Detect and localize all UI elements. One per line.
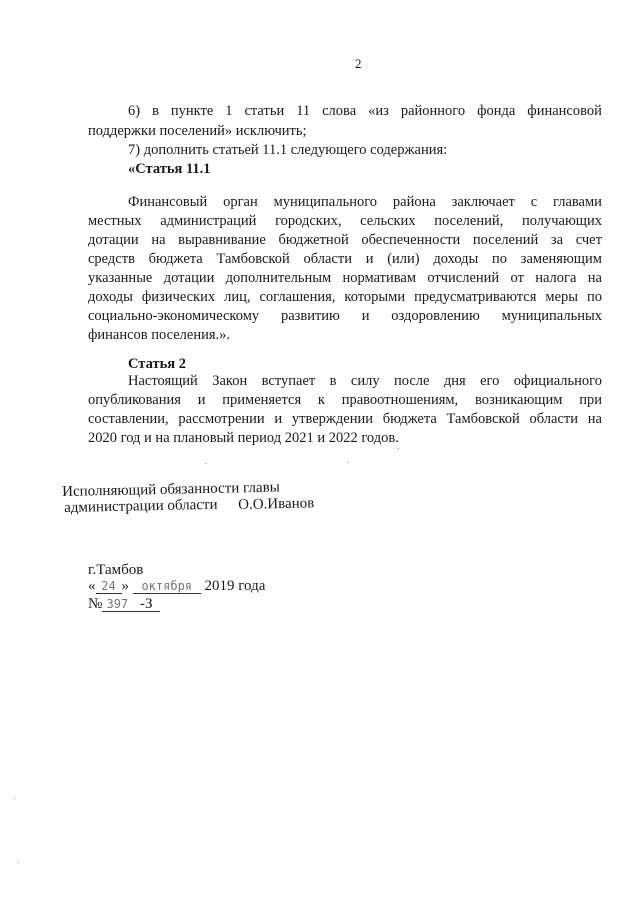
scan-speck xyxy=(18,862,19,863)
word: соглашения, xyxy=(259,289,336,305)
word: лиц, xyxy=(224,289,251,305)
article-11-1-body-line xyxy=(88,212,602,230)
word: бюджета xyxy=(382,411,437,427)
word: дотации xyxy=(88,232,139,248)
word: его xyxy=(480,373,500,389)
word: Финансовый xyxy=(128,194,208,210)
article-2-body-line xyxy=(88,410,602,428)
word: получающих xyxy=(521,213,602,229)
article-11-1-body-line xyxy=(88,250,602,268)
date-year: 2019 года xyxy=(204,578,266,594)
word: и xyxy=(274,411,283,427)
word: на xyxy=(587,411,602,427)
word: районного xyxy=(400,103,466,119)
date-open-quote: « xyxy=(88,578,96,594)
word: «из xyxy=(368,103,389,119)
word: физических xyxy=(141,289,216,305)
word: и xyxy=(365,251,374,267)
word: на xyxy=(151,232,166,248)
word: налога xyxy=(535,270,577,286)
word: области xyxy=(303,251,352,267)
article-11-1-body-line xyxy=(128,193,602,211)
scan-speck xyxy=(205,463,206,464)
word: обеспеченности xyxy=(361,232,461,248)
word: и xyxy=(361,308,370,324)
signing-date xyxy=(88,578,265,595)
word: в xyxy=(329,373,337,389)
word: 1 xyxy=(225,103,233,119)
word: от xyxy=(510,270,524,286)
word: в xyxy=(152,103,159,119)
word: и xyxy=(197,392,206,408)
word: (или) xyxy=(387,251,420,267)
article-2-heading: Статья 2 xyxy=(128,356,186,372)
article-11-1-body-line xyxy=(88,288,602,306)
word: предусматриваются xyxy=(414,289,537,305)
word: дополнительным xyxy=(225,270,332,286)
word: фонда xyxy=(477,103,516,119)
signatory-name: О.О.Иванов xyxy=(238,495,315,513)
article-11-1-body-line xyxy=(88,269,602,287)
article-11-1-body-line xyxy=(88,231,602,249)
word: оздоровлению xyxy=(391,308,480,324)
law-number xyxy=(88,596,160,613)
word: вступает xyxy=(261,373,316,389)
word: применяется xyxy=(222,392,302,408)
word: заключает xyxy=(451,194,515,210)
word: бюджета xyxy=(148,251,203,267)
article-2-body-line xyxy=(88,391,602,409)
word: пункте xyxy=(170,103,214,119)
word: указанные xyxy=(88,270,153,286)
word: муниципальных xyxy=(501,308,602,324)
word: области xyxy=(529,411,579,427)
word: по xyxy=(586,289,602,305)
word: средств xyxy=(88,251,135,267)
word: муниципального xyxy=(273,194,378,210)
word: официального xyxy=(513,373,602,389)
item-6-line-1 xyxy=(128,102,602,120)
word: при xyxy=(579,392,602,408)
date-day: 24 xyxy=(96,579,122,594)
word: с xyxy=(530,194,538,210)
number-value: 397 xyxy=(102,597,132,612)
number-suffix: -З xyxy=(132,597,160,612)
item-6-line-2: поддержки поселений» исключить; xyxy=(88,123,307,139)
word: городских, xyxy=(275,213,342,229)
word: нормативам xyxy=(342,270,417,286)
word: местных xyxy=(88,213,142,229)
word: дотации xyxy=(163,270,215,286)
word: администраций xyxy=(160,213,257,229)
word: поселений, xyxy=(434,213,504,229)
word: поселений xyxy=(472,232,539,248)
word: статьи xyxy=(244,103,285,119)
word: дня xyxy=(443,373,466,389)
word: меры xyxy=(545,289,578,305)
scan-speck xyxy=(14,798,15,799)
signature-line-1: Исполняющий обязанности главы xyxy=(62,479,280,500)
word: отчислений xyxy=(427,270,500,286)
place-of-signing: г.Тамбов xyxy=(88,562,144,578)
signature-line-2: администрации области xyxy=(64,496,218,516)
word: составлении, xyxy=(88,411,169,427)
word: Тамбовской xyxy=(446,411,520,427)
word: финансовой xyxy=(527,103,602,119)
word: заменяющим xyxy=(520,251,602,267)
word: орган xyxy=(223,194,258,210)
word: развитию xyxy=(280,308,340,324)
word: района xyxy=(392,194,436,210)
word: правоотношениям, xyxy=(341,392,459,408)
item-7-text: 7) дополнить статьей 11.1 следующего содержания: xyxy=(128,142,448,158)
word: на xyxy=(587,270,602,286)
word: доходы xyxy=(433,251,479,267)
date-month: октября xyxy=(133,579,201,594)
scan-speck xyxy=(347,462,348,463)
word: после xyxy=(394,373,430,389)
article-11-1-body-line xyxy=(88,307,602,325)
word: которыми xyxy=(344,289,406,305)
page-number: 2 xyxy=(355,56,362,71)
word: рассмотрении xyxy=(178,411,265,427)
word: опубликования xyxy=(88,392,181,408)
article-2-last-line: 2020 год и на плановый период 2021 и 2022 годов. xyxy=(88,430,399,446)
word: выравнивание xyxy=(178,232,266,248)
word: Настоящий xyxy=(128,373,198,389)
article-11-1-last-line: финансов поселения.». xyxy=(88,327,231,343)
article-2-body-line xyxy=(128,372,602,390)
word: утверждении xyxy=(291,411,374,427)
word: бюджетной xyxy=(278,232,349,248)
article-11-1-heading: «Статья 11.1 xyxy=(128,161,211,177)
word: силу xyxy=(350,373,380,389)
word: 6) xyxy=(128,103,141,119)
scan-speck xyxy=(398,448,399,449)
word: Закон xyxy=(212,373,248,389)
word: социально-экономическому xyxy=(88,308,260,324)
word: доходы xyxy=(88,289,133,305)
word: слова xyxy=(322,103,357,119)
word: по xyxy=(492,251,508,267)
number-sign: № xyxy=(88,596,103,612)
word: Тамбовской xyxy=(216,251,290,267)
date-close-quote: » xyxy=(121,578,129,594)
word: 11 xyxy=(296,103,311,119)
word: к xyxy=(317,392,325,408)
word: возникающим xyxy=(474,392,563,408)
word: счет xyxy=(575,232,602,248)
word: главами xyxy=(553,194,602,210)
word: за xyxy=(550,232,564,248)
word: сельских xyxy=(360,213,416,229)
